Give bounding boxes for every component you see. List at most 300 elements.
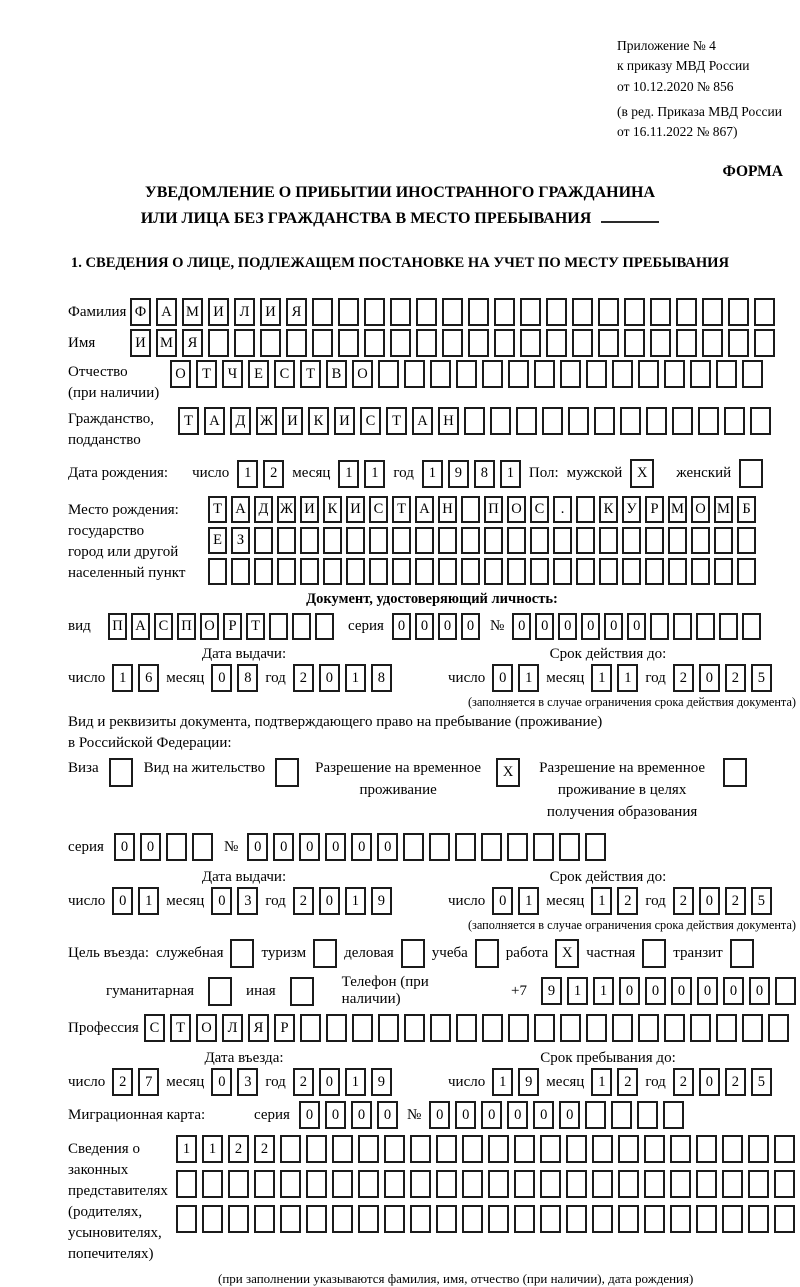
- char-cell[interactable]: [438, 527, 457, 554]
- char-cell[interactable]: 9: [448, 460, 469, 488]
- char-cell[interactable]: [410, 1205, 431, 1233]
- char-cell[interactable]: 0: [319, 1068, 340, 1096]
- char-cell[interactable]: [618, 1205, 639, 1233]
- char-cell[interactable]: П: [108, 613, 127, 640]
- char-cell[interactable]: [202, 1170, 223, 1198]
- char-cell[interactable]: 0: [438, 613, 457, 640]
- char-cell[interactable]: Р: [223, 613, 242, 640]
- char-cell[interactable]: [620, 407, 641, 435]
- char-cell[interactable]: [494, 329, 515, 357]
- char-cell[interactable]: [482, 1014, 503, 1042]
- char-cell[interactable]: 1: [567, 977, 588, 1005]
- char-cell[interactable]: С: [154, 613, 173, 640]
- char-cell[interactable]: 0: [247, 833, 268, 861]
- char-cell[interactable]: Т: [246, 613, 265, 640]
- char-cell[interactable]: 0: [319, 887, 340, 915]
- char-cell[interactable]: 0: [559, 1101, 580, 1129]
- char-cell[interactable]: [624, 298, 645, 326]
- char-cell[interactable]: [638, 1014, 659, 1042]
- char-cell[interactable]: [624, 329, 645, 357]
- char-cell[interactable]: [622, 558, 641, 585]
- char-cell[interactable]: [369, 527, 388, 554]
- char-cell[interactable]: [338, 329, 359, 357]
- char-cell[interactable]: 2: [673, 887, 694, 915]
- char-cell[interactable]: [508, 360, 529, 388]
- char-cell[interactable]: [192, 833, 213, 861]
- char-cell[interactable]: [714, 527, 733, 554]
- char-cell[interactable]: [280, 1170, 301, 1198]
- char-cell[interactable]: Т: [300, 360, 321, 388]
- char-cell[interactable]: С: [369, 496, 388, 523]
- char-cell[interactable]: [456, 360, 477, 388]
- char-cell[interactable]: О: [200, 613, 219, 640]
- char-cell[interactable]: 1: [422, 460, 443, 488]
- char-cell[interactable]: И: [130, 329, 151, 357]
- char-cell[interactable]: [566, 1205, 587, 1233]
- char-cell[interactable]: 2: [673, 664, 694, 692]
- char-cell[interactable]: [260, 329, 281, 357]
- char-cell[interactable]: 0: [699, 664, 720, 692]
- char-cell[interactable]: [737, 558, 756, 585]
- char-cell[interactable]: 0: [112, 887, 133, 915]
- char-cell[interactable]: 0: [507, 1101, 528, 1129]
- char-cell[interactable]: [668, 558, 687, 585]
- char-cell[interactable]: [462, 1135, 483, 1163]
- char-cell[interactable]: [484, 527, 503, 554]
- char-cell[interactable]: [722, 1135, 743, 1163]
- char-cell[interactable]: [739, 459, 763, 488]
- char-cell[interactable]: О: [691, 496, 710, 523]
- char-cell[interactable]: [737, 527, 756, 554]
- char-cell[interactable]: 0: [392, 613, 411, 640]
- char-cell[interactable]: М: [668, 496, 687, 523]
- char-cell[interactable]: [404, 1014, 425, 1042]
- char-cell[interactable]: [748, 1205, 769, 1233]
- char-cell[interactable]: [378, 360, 399, 388]
- char-cell[interactable]: [202, 1205, 223, 1233]
- char-cell[interactable]: [109, 758, 133, 787]
- char-cell[interactable]: [456, 1014, 477, 1042]
- char-cell[interactable]: [611, 1101, 632, 1129]
- char-cell[interactable]: А: [131, 613, 150, 640]
- char-cell[interactable]: 5: [751, 1068, 772, 1096]
- char-cell[interactable]: А: [156, 298, 177, 326]
- char-cell[interactable]: К: [308, 407, 329, 435]
- char-cell[interactable]: 0: [211, 1068, 232, 1096]
- char-cell[interactable]: 5: [751, 887, 772, 915]
- char-cell[interactable]: 0: [273, 833, 294, 861]
- char-cell[interactable]: [230, 939, 254, 968]
- char-cell[interactable]: [691, 527, 710, 554]
- char-cell[interactable]: М: [156, 329, 177, 357]
- char-cell[interactable]: [494, 298, 515, 326]
- char-cell[interactable]: 1: [591, 664, 612, 692]
- char-cell[interactable]: [390, 329, 411, 357]
- char-cell[interactable]: И: [346, 496, 365, 523]
- char-cell[interactable]: О: [507, 496, 526, 523]
- char-cell[interactable]: X: [496, 758, 520, 787]
- char-cell[interactable]: [576, 527, 595, 554]
- char-cell[interactable]: 2: [228, 1135, 249, 1163]
- char-cell[interactable]: 1: [345, 1068, 366, 1096]
- char-cell[interactable]: [166, 833, 187, 861]
- char-cell[interactable]: [481, 833, 502, 861]
- char-cell[interactable]: [464, 407, 485, 435]
- char-cell[interactable]: [612, 360, 633, 388]
- char-cell[interactable]: [208, 558, 227, 585]
- char-cell[interactable]: 0: [299, 1101, 320, 1129]
- char-cell[interactable]: [592, 1170, 613, 1198]
- char-cell[interactable]: [722, 1205, 743, 1233]
- char-cell[interactable]: И: [334, 407, 355, 435]
- char-cell[interactable]: [436, 1135, 457, 1163]
- char-cell[interactable]: [742, 1014, 763, 1042]
- char-cell[interactable]: Р: [645, 496, 664, 523]
- char-cell[interactable]: Т: [196, 360, 217, 388]
- char-cell[interactable]: [572, 298, 593, 326]
- char-cell[interactable]: [664, 360, 685, 388]
- char-cell[interactable]: [306, 1170, 327, 1198]
- char-cell[interactable]: О: [196, 1014, 217, 1042]
- char-cell[interactable]: [416, 329, 437, 357]
- char-cell[interactable]: [724, 407, 745, 435]
- char-cell[interactable]: [540, 1135, 561, 1163]
- char-cell[interactable]: 0: [415, 613, 434, 640]
- char-cell[interactable]: [520, 329, 541, 357]
- char-cell[interactable]: К: [323, 496, 342, 523]
- char-cell[interactable]: [672, 407, 693, 435]
- char-cell[interactable]: .: [553, 496, 572, 523]
- char-cell[interactable]: [742, 360, 763, 388]
- char-cell[interactable]: [234, 329, 255, 357]
- char-cell[interactable]: 0: [325, 1101, 346, 1129]
- char-cell[interactable]: [612, 1014, 633, 1042]
- char-cell[interactable]: [332, 1135, 353, 1163]
- char-cell[interactable]: [650, 329, 671, 357]
- char-cell[interactable]: [572, 329, 593, 357]
- char-cell[interactable]: 0: [481, 1101, 502, 1129]
- char-cell[interactable]: 0: [558, 613, 577, 640]
- char-cell[interactable]: [384, 1135, 405, 1163]
- char-cell[interactable]: [702, 298, 723, 326]
- char-cell[interactable]: 8: [237, 664, 258, 692]
- char-cell[interactable]: 0: [351, 833, 372, 861]
- char-cell[interactable]: [358, 1135, 379, 1163]
- char-cell[interactable]: Т: [178, 407, 199, 435]
- char-cell[interactable]: [280, 1135, 301, 1163]
- char-cell[interactable]: [415, 527, 434, 554]
- char-cell[interactable]: 9: [541, 977, 562, 1005]
- char-cell[interactable]: [228, 1205, 249, 1233]
- char-cell[interactable]: [254, 558, 273, 585]
- char-cell[interactable]: [698, 407, 719, 435]
- char-cell[interactable]: К: [599, 496, 618, 523]
- char-cell[interactable]: Я: [286, 298, 307, 326]
- char-cell[interactable]: 0: [455, 1101, 476, 1129]
- char-cell[interactable]: [714, 558, 733, 585]
- char-cell[interactable]: [461, 558, 480, 585]
- char-cell[interactable]: [315, 613, 334, 640]
- char-cell[interactable]: [566, 1135, 587, 1163]
- char-cell[interactable]: 1: [112, 664, 133, 692]
- char-cell[interactable]: [468, 329, 489, 357]
- char-cell[interactable]: 9: [518, 1068, 539, 1096]
- char-cell[interactable]: И: [282, 407, 303, 435]
- char-cell[interactable]: [670, 1205, 691, 1233]
- char-cell[interactable]: 1: [591, 887, 612, 915]
- char-cell[interactable]: Б: [737, 496, 756, 523]
- char-cell[interactable]: [176, 1170, 197, 1198]
- char-cell[interactable]: [774, 1135, 795, 1163]
- char-cell[interactable]: [585, 833, 606, 861]
- char-cell[interactable]: С: [530, 496, 549, 523]
- char-cell[interactable]: А: [415, 496, 434, 523]
- char-cell[interactable]: 1: [237, 460, 258, 488]
- char-cell[interactable]: [696, 613, 715, 640]
- char-cell[interactable]: 0: [699, 887, 720, 915]
- char-cell[interactable]: 0: [604, 613, 623, 640]
- char-cell[interactable]: 1: [364, 460, 385, 488]
- char-cell[interactable]: [514, 1205, 535, 1233]
- char-cell[interactable]: [507, 527, 526, 554]
- char-cell[interactable]: [644, 1205, 665, 1233]
- char-cell[interactable]: [404, 360, 425, 388]
- char-cell[interactable]: Е: [208, 527, 227, 554]
- char-cell[interactable]: [176, 1205, 197, 1233]
- char-cell[interactable]: [430, 1014, 451, 1042]
- char-cell[interactable]: И: [208, 298, 229, 326]
- char-cell[interactable]: [292, 613, 311, 640]
- char-cell[interactable]: 0: [645, 977, 666, 1005]
- char-cell[interactable]: [637, 1101, 658, 1129]
- char-cell[interactable]: [364, 329, 385, 357]
- char-cell[interactable]: [461, 527, 480, 554]
- char-cell[interactable]: [416, 298, 437, 326]
- char-cell[interactable]: 1: [500, 460, 521, 488]
- char-cell[interactable]: Л: [234, 298, 255, 326]
- char-cell[interactable]: [576, 496, 595, 523]
- char-cell[interactable]: 0: [299, 833, 320, 861]
- char-cell[interactable]: 1: [518, 887, 539, 915]
- char-cell[interactable]: Р: [274, 1014, 295, 1042]
- char-cell[interactable]: X: [555, 939, 579, 968]
- char-cell[interactable]: [650, 613, 669, 640]
- char-cell[interactable]: [754, 329, 775, 357]
- char-cell[interactable]: [774, 1205, 795, 1233]
- char-cell[interactable]: 1: [345, 664, 366, 692]
- char-cell[interactable]: 0: [581, 613, 600, 640]
- char-cell[interactable]: [390, 298, 411, 326]
- char-cell[interactable]: 0: [697, 977, 718, 1005]
- char-cell[interactable]: Т: [170, 1014, 191, 1042]
- char-cell[interactable]: [730, 939, 754, 968]
- char-cell[interactable]: О: [352, 360, 373, 388]
- char-cell[interactable]: 2: [254, 1135, 275, 1163]
- char-cell[interactable]: [716, 1014, 737, 1042]
- char-cell[interactable]: [286, 329, 307, 357]
- char-cell[interactable]: П: [484, 496, 503, 523]
- char-cell[interactable]: [254, 1205, 275, 1233]
- char-cell[interactable]: [594, 407, 615, 435]
- char-cell[interactable]: 8: [474, 460, 495, 488]
- char-cell[interactable]: [696, 1135, 717, 1163]
- char-cell[interactable]: 2: [293, 887, 314, 915]
- char-cell[interactable]: 0: [461, 613, 480, 640]
- char-cell[interactable]: [719, 613, 738, 640]
- char-cell[interactable]: [438, 558, 457, 585]
- char-cell[interactable]: 2: [673, 1068, 694, 1096]
- char-cell[interactable]: [750, 407, 771, 435]
- char-cell[interactable]: З: [231, 527, 250, 554]
- char-cell[interactable]: [716, 360, 737, 388]
- char-cell[interactable]: [323, 558, 342, 585]
- char-cell[interactable]: [540, 1170, 561, 1198]
- char-cell[interactable]: [488, 1135, 509, 1163]
- char-cell[interactable]: С: [274, 360, 295, 388]
- char-cell[interactable]: [442, 298, 463, 326]
- char-cell[interactable]: О: [170, 360, 191, 388]
- char-cell[interactable]: [566, 1170, 587, 1198]
- char-cell[interactable]: 1: [338, 460, 359, 488]
- char-cell[interactable]: [598, 298, 619, 326]
- char-cell[interactable]: [507, 558, 526, 585]
- char-cell[interactable]: А: [231, 496, 250, 523]
- char-cell[interactable]: 1: [518, 664, 539, 692]
- char-cell[interactable]: 9: [371, 1068, 392, 1096]
- char-cell[interactable]: [488, 1205, 509, 1233]
- char-cell[interactable]: [553, 527, 572, 554]
- char-cell[interactable]: [231, 558, 250, 585]
- char-cell[interactable]: 2: [293, 1068, 314, 1096]
- char-cell[interactable]: [670, 1135, 691, 1163]
- char-cell[interactable]: С: [144, 1014, 165, 1042]
- char-cell[interactable]: У: [622, 496, 641, 523]
- char-cell[interactable]: [306, 1135, 327, 1163]
- char-cell[interactable]: [484, 558, 503, 585]
- char-cell[interactable]: [618, 1135, 639, 1163]
- char-cell[interactable]: 0: [535, 613, 554, 640]
- char-cell[interactable]: [645, 527, 664, 554]
- char-cell[interactable]: [346, 558, 365, 585]
- char-cell[interactable]: [384, 1170, 405, 1198]
- char-cell[interactable]: [228, 1170, 249, 1198]
- char-cell[interactable]: [530, 558, 549, 585]
- char-cell[interactable]: [401, 939, 425, 968]
- char-cell[interactable]: [645, 558, 664, 585]
- char-cell[interactable]: [650, 298, 671, 326]
- char-cell[interactable]: [599, 558, 618, 585]
- char-cell[interactable]: Т: [386, 407, 407, 435]
- char-cell[interactable]: [358, 1170, 379, 1198]
- char-cell[interactable]: [618, 1170, 639, 1198]
- char-cell[interactable]: 9: [371, 887, 392, 915]
- char-cell[interactable]: [540, 1205, 561, 1233]
- char-cell[interactable]: Д: [254, 496, 273, 523]
- char-cell[interactable]: 1: [345, 887, 366, 915]
- char-cell[interactable]: Т: [208, 496, 227, 523]
- char-cell[interactable]: 2: [112, 1068, 133, 1096]
- char-cell[interactable]: [482, 360, 503, 388]
- char-cell[interactable]: Ч: [222, 360, 243, 388]
- char-cell[interactable]: 0: [492, 664, 513, 692]
- char-cell[interactable]: [553, 558, 572, 585]
- char-cell[interactable]: [326, 1014, 347, 1042]
- char-cell[interactable]: [586, 360, 607, 388]
- char-cell[interactable]: Я: [182, 329, 203, 357]
- char-cell[interactable]: X: [630, 459, 654, 488]
- char-cell[interactable]: [392, 558, 411, 585]
- char-cell[interactable]: [742, 613, 761, 640]
- char-cell[interactable]: И: [300, 496, 319, 523]
- char-cell[interactable]: [775, 977, 796, 1005]
- char-cell[interactable]: И: [260, 298, 281, 326]
- char-cell[interactable]: [275, 758, 299, 787]
- char-cell[interactable]: Ж: [277, 496, 296, 523]
- char-cell[interactable]: 0: [319, 664, 340, 692]
- char-cell[interactable]: [384, 1205, 405, 1233]
- char-cell[interactable]: [514, 1135, 535, 1163]
- char-cell[interactable]: [542, 407, 563, 435]
- char-cell[interactable]: [670, 1170, 691, 1198]
- char-cell[interactable]: [516, 407, 537, 435]
- char-cell[interactable]: [269, 613, 288, 640]
- char-cell[interactable]: [313, 939, 337, 968]
- char-cell[interactable]: [576, 558, 595, 585]
- char-cell[interactable]: [254, 1170, 275, 1198]
- char-cell[interactable]: 0: [351, 1101, 372, 1129]
- char-cell[interactable]: [507, 833, 528, 861]
- char-cell[interactable]: Ф: [130, 298, 151, 326]
- char-cell[interactable]: 0: [325, 833, 346, 861]
- char-cell[interactable]: [280, 1205, 301, 1233]
- char-cell[interactable]: 0: [140, 833, 161, 861]
- char-cell[interactable]: [754, 298, 775, 326]
- char-cell[interactable]: [436, 1205, 457, 1233]
- char-cell[interactable]: [468, 298, 489, 326]
- char-cell[interactable]: [644, 1170, 665, 1198]
- char-cell[interactable]: [300, 527, 319, 554]
- char-cell[interactable]: [663, 1101, 684, 1129]
- char-cell[interactable]: [290, 977, 314, 1006]
- char-cell[interactable]: [676, 329, 697, 357]
- char-cell[interactable]: [346, 527, 365, 554]
- char-cell[interactable]: [338, 298, 359, 326]
- char-cell[interactable]: 1: [138, 887, 159, 915]
- char-cell[interactable]: [475, 939, 499, 968]
- char-cell[interactable]: 0: [627, 613, 646, 640]
- char-cell[interactable]: [488, 1170, 509, 1198]
- char-cell[interactable]: 5: [751, 664, 772, 692]
- char-cell[interactable]: [300, 1014, 321, 1042]
- char-cell[interactable]: С: [360, 407, 381, 435]
- char-cell[interactable]: [722, 1170, 743, 1198]
- char-cell[interactable]: 7: [138, 1068, 159, 1096]
- char-cell[interactable]: [306, 1205, 327, 1233]
- char-cell[interactable]: 3: [237, 887, 258, 915]
- char-cell[interactable]: [352, 1014, 373, 1042]
- char-cell[interactable]: А: [412, 407, 433, 435]
- char-cell[interactable]: [668, 527, 687, 554]
- char-cell[interactable]: [774, 1170, 795, 1198]
- char-cell[interactable]: 8: [371, 664, 392, 692]
- char-cell[interactable]: Н: [438, 407, 459, 435]
- char-cell[interactable]: 2: [617, 1068, 638, 1096]
- char-cell[interactable]: [332, 1205, 353, 1233]
- char-cell[interactable]: 1: [202, 1135, 223, 1163]
- char-cell[interactable]: [690, 360, 711, 388]
- char-cell[interactable]: 0: [671, 977, 692, 1005]
- char-cell[interactable]: 1: [593, 977, 614, 1005]
